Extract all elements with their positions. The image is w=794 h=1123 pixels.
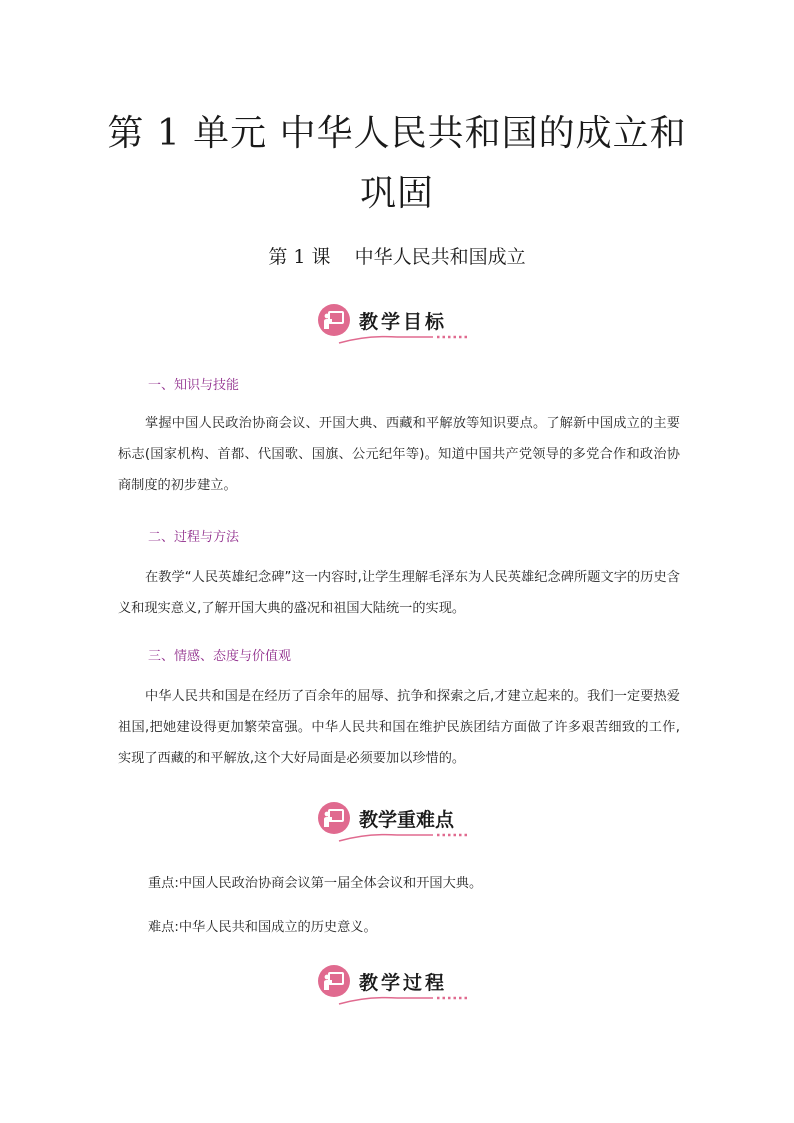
- banner-underline: [337, 333, 467, 345]
- knowledge-text: 掌握中国人民政治协商会议、开国大典、西藏和平解放等知识要点。了解新中国成立的主要标志(国家机构、首都、代国歌、国旗、公元纪年等)。知道中国共产党领导的多党合作和政治协商制度的初步建立。: [118, 416, 680, 493]
- objectives-banner: [317, 303, 477, 349]
- banner-underline: [337, 831, 467, 843]
- knowledge-heading: 一、知识与技能: [148, 378, 240, 393]
- emotion-text: 中华人民共和国是在经历了百余年的屈辱、抗争和探索之后,才建立起来的。我们一定要热爱祖国,把她建设得更加繁荣富强。中华人民共和国在维护民族团结方面做了许多艰苦细致的工作,实现了西藏的和平解放,这个大好局面是必须要加以珍惜的。: [118, 689, 680, 766]
- key-points-banner-title: 教学重难点: [359, 809, 455, 831]
- emotion-heading: 三、情感、态度与价值观: [148, 649, 292, 664]
- process-heading: 二、过程与方法: [148, 530, 240, 545]
- teacher-board-icon: [317, 801, 351, 835]
- difficulty-text: 难点:中华人民共和国成立的历史意义。: [148, 920, 377, 935]
- lesson-title: 第 1 课 中华人民共和国成立: [268, 246, 526, 268]
- unit-title: 第 1 单元 中华人民共和国的成立和巩固: [107, 113, 687, 214]
- teacher-board-icon: [317, 303, 351, 337]
- teacher-board-icon: [317, 964, 351, 998]
- process-banner: [317, 964, 477, 1010]
- process-text: 在教学“人民英雄纪念碑”这一内容时,让学生理解毛泽东为人民英雄纪念碑所题文字的历史含义和现实意义,了解开国大典的盛况和祖国大陆统一的实现。: [118, 570, 680, 616]
- objectives-banner-title: 教学目标: [359, 311, 448, 333]
- process-banner-title: 教学过程: [359, 972, 448, 994]
- banner-underline: [337, 994, 467, 1006]
- key-points-banner: [317, 801, 477, 847]
- key-point-text: 重点:中国人民政治协商会议第一届全体会议和开国大典。: [148, 876, 483, 891]
